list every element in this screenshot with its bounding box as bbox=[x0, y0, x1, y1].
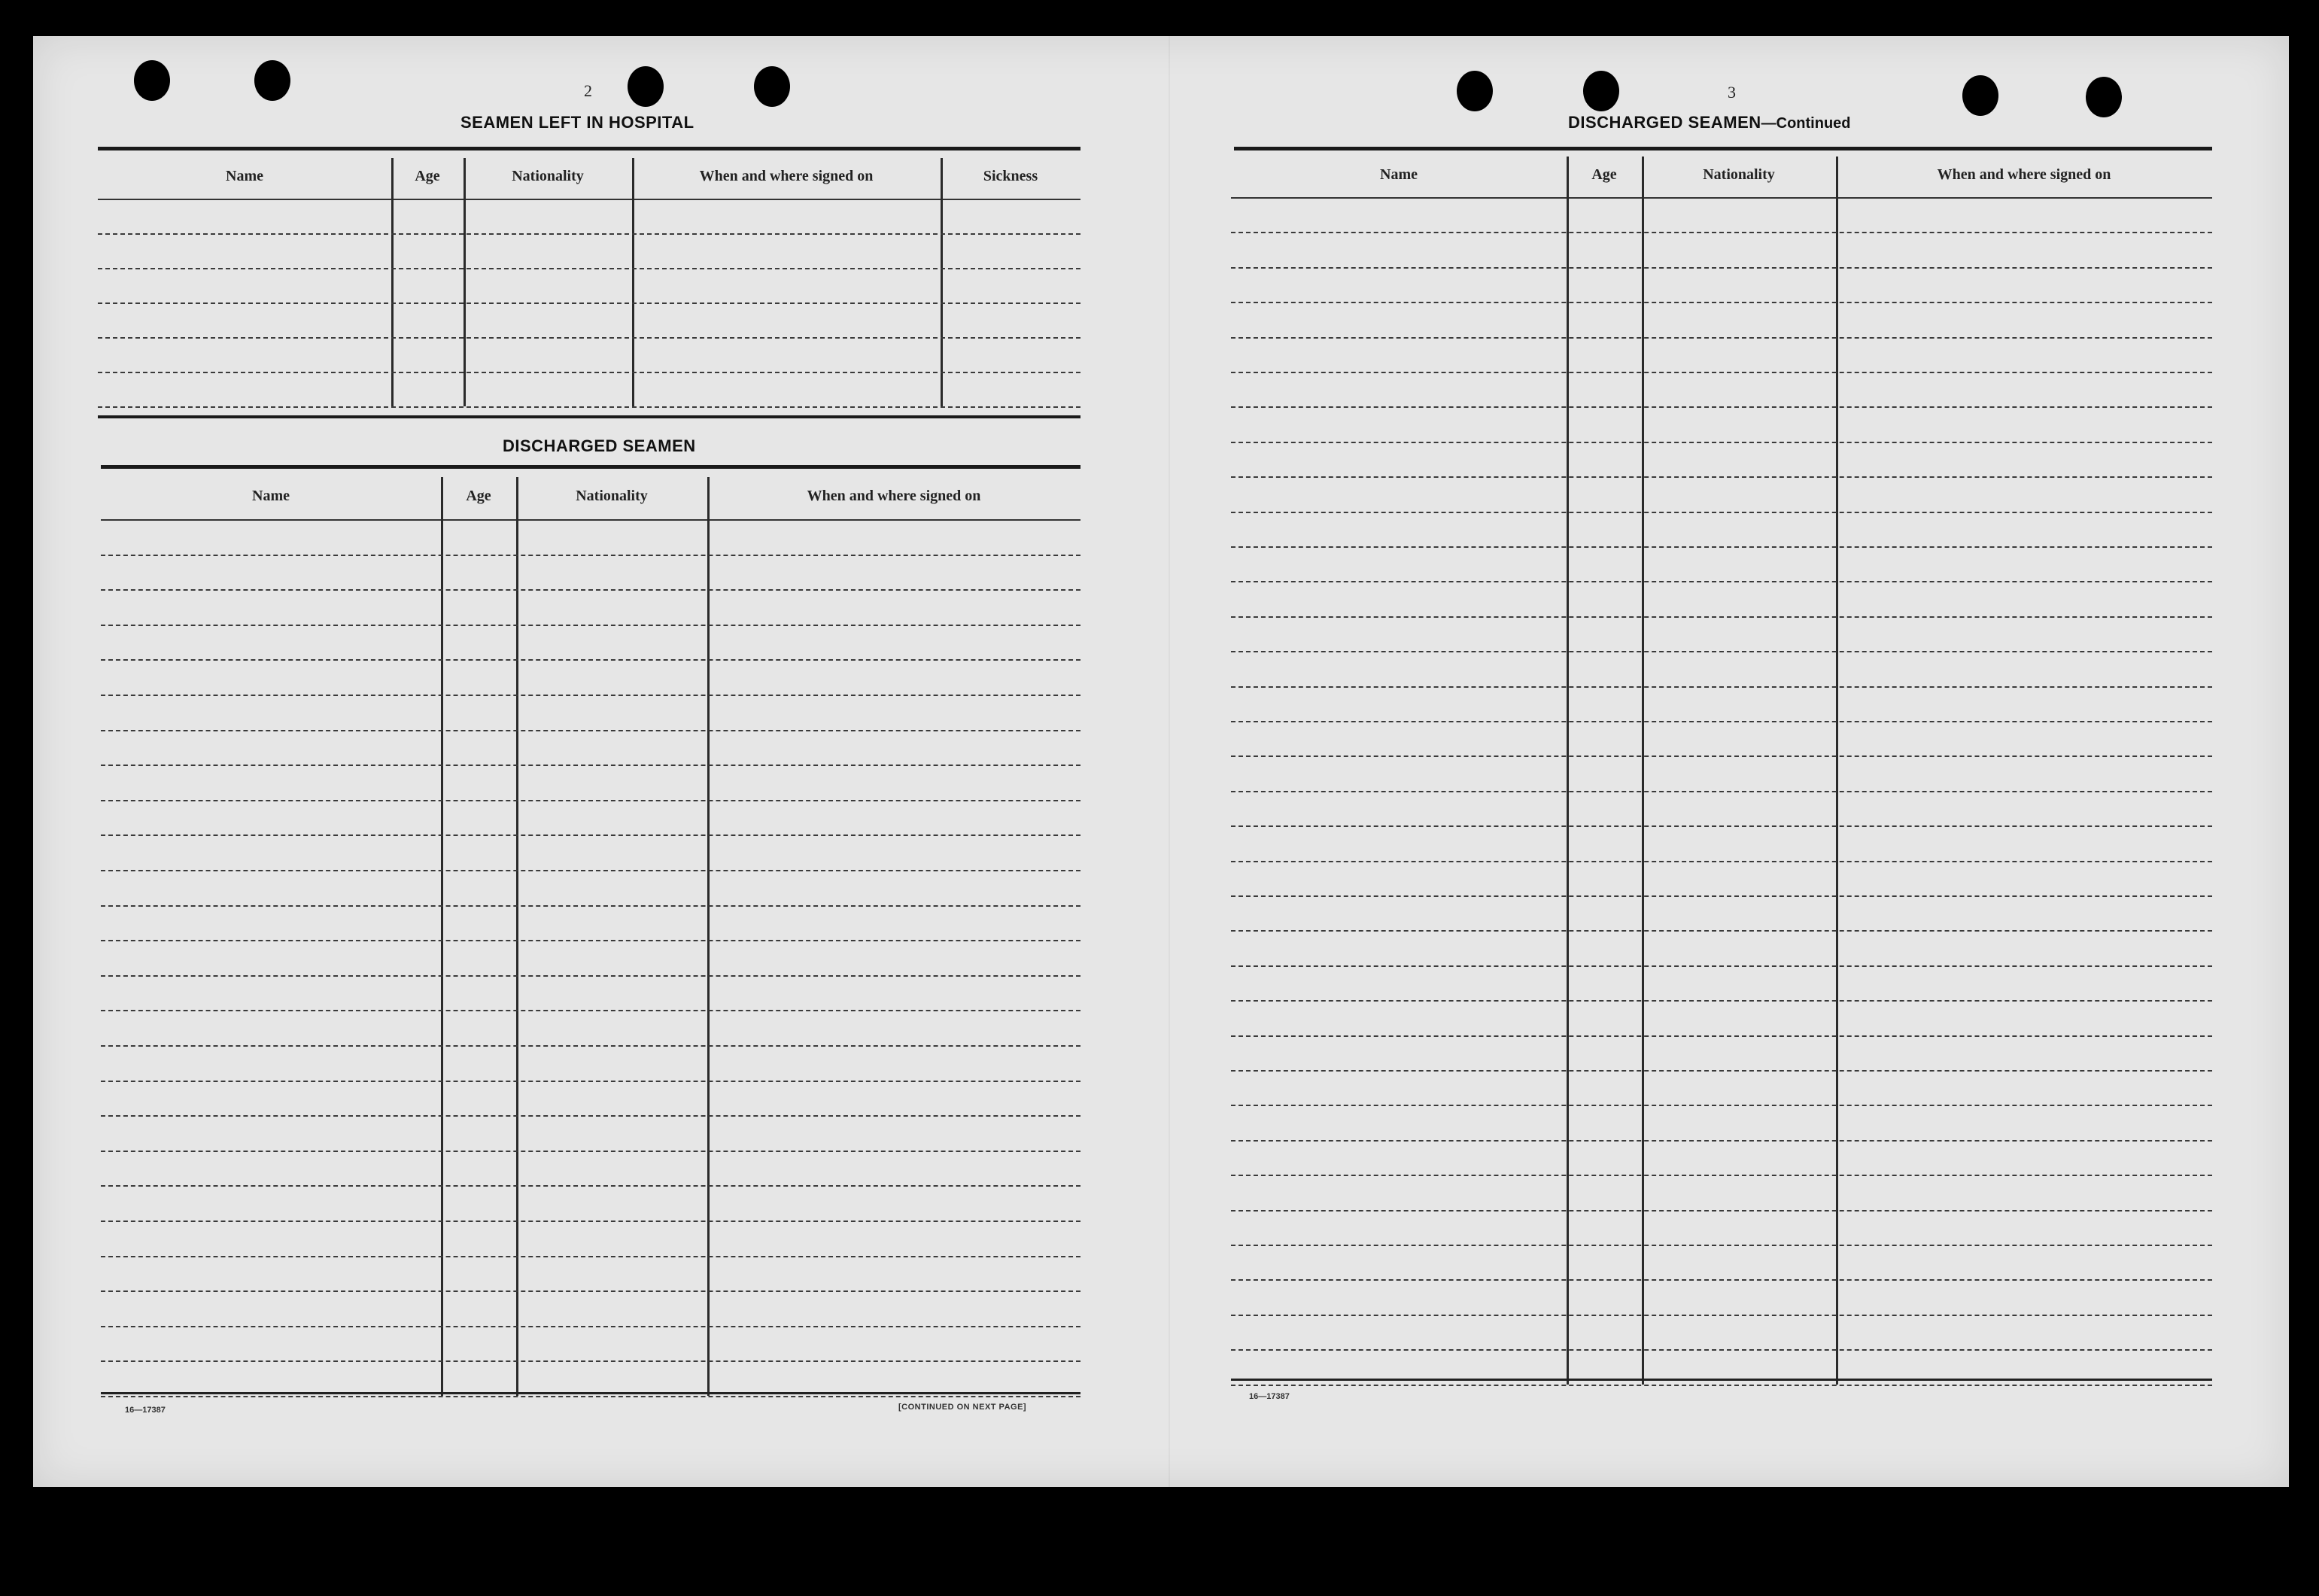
punch-hole bbox=[628, 66, 664, 107]
discharged-continued-table bbox=[1231, 157, 2212, 1380]
discharged-entry-line bbox=[101, 1290, 1080, 1292]
continued-entry-line bbox=[1231, 476, 2212, 478]
hospital-entry-line bbox=[98, 337, 1080, 339]
punch-hole bbox=[134, 60, 170, 101]
discharged-header-nationality: Nationality bbox=[576, 488, 648, 504]
continued-header-rule bbox=[1231, 197, 2212, 199]
page-number-right: 3 bbox=[1728, 83, 1736, 102]
discharged-entry-line bbox=[101, 1396, 1080, 1397]
form-number-right: 16—17387 bbox=[1249, 1392, 1290, 1401]
hospital-header-rule bbox=[98, 199, 1080, 200]
continued-column-divider bbox=[1836, 157, 1838, 1385]
continued-entry-line bbox=[1231, 337, 2212, 339]
continued-entry-line bbox=[1231, 581, 2212, 582]
continued-entry-line bbox=[1231, 1210, 2212, 1211]
punch-hole bbox=[1583, 71, 1619, 111]
discharged-continued-section-title bbox=[1568, 113, 1851, 132]
continued-entry-line bbox=[1231, 686, 2212, 688]
punch-hole bbox=[1457, 71, 1493, 111]
hospital-entry-line bbox=[98, 406, 1080, 408]
continued-column-divider bbox=[1567, 157, 1569, 1385]
discharged-header-age: Age bbox=[466, 488, 491, 504]
hospital-table bbox=[98, 158, 1080, 414]
discharged-section-title: DISCHARGED SEAMEN bbox=[503, 436, 696, 455]
continued-header-nationality: Nationality bbox=[1703, 166, 1775, 183]
hospital-column-divider bbox=[632, 158, 634, 406]
discharged-entry-line bbox=[101, 1360, 1080, 1362]
continued-entry-line bbox=[1231, 442, 2212, 443]
hospital-entry-line bbox=[98, 268, 1080, 269]
continued-entry-line bbox=[1231, 267, 2212, 269]
discharged-entry-line bbox=[101, 625, 1080, 626]
discharged-entry-line bbox=[101, 695, 1080, 696]
left-page-bottom-rule bbox=[101, 1392, 1080, 1394]
hospital-header-name: Name bbox=[226, 168, 263, 184]
continued-entry-line bbox=[1231, 651, 2212, 652]
discharged-entry-line bbox=[101, 1221, 1080, 1222]
continued-entry-line bbox=[1231, 895, 2212, 897]
hospital-entry-line bbox=[98, 233, 1080, 235]
continued-entry-line bbox=[1231, 1035, 2212, 1037]
right-page-bottom-rule bbox=[1231, 1379, 2212, 1381]
continued-entry-line bbox=[1231, 1349, 2212, 1351]
continued-entry-line bbox=[1231, 825, 2212, 827]
hospital-header-sickness: Sickness bbox=[983, 168, 1038, 184]
continued-entry-line bbox=[1231, 721, 2212, 722]
discharged-top-rule bbox=[101, 465, 1080, 469]
discharged-entry-line bbox=[101, 1151, 1080, 1152]
discharged-entry-line bbox=[101, 1045, 1080, 1047]
continued-entry-line bbox=[1231, 616, 2212, 618]
continued-header-name: Name bbox=[1380, 166, 1418, 183]
discharged-entry-line bbox=[101, 1256, 1080, 1257]
form-number-left: 16—17387 bbox=[125, 1406, 166, 1415]
continued-on-next-page-note: [CONTINUED ON NEXT PAGE] bbox=[898, 1403, 1027, 1412]
continued-entry-line bbox=[1231, 1140, 2212, 1142]
punch-hole bbox=[754, 66, 790, 107]
continued-entry-line bbox=[1231, 372, 2212, 373]
hospital-entry-line bbox=[98, 372, 1080, 373]
continued-header-when-and-where-signed-on: When and where signed on bbox=[1937, 166, 2111, 183]
discharged-entry-line bbox=[101, 940, 1080, 941]
hospital-top-rule bbox=[98, 147, 1080, 150]
punch-hole bbox=[2086, 77, 2122, 117]
discharged-continued-title-text: DISCHARGED SEAMEN bbox=[1568, 113, 1761, 132]
continued-entry-line bbox=[1231, 1279, 2212, 1281]
continued-entry-line bbox=[1231, 232, 2212, 233]
discharged-entry-line bbox=[101, 1326, 1080, 1327]
punch-hole bbox=[1962, 75, 1998, 116]
continued-entry-line bbox=[1231, 406, 2212, 408]
center-fold bbox=[1169, 36, 1170, 1487]
punch-hole bbox=[254, 60, 290, 101]
continued-suffix: —Continued bbox=[1761, 115, 1851, 132]
discharged-entry-line bbox=[101, 765, 1080, 766]
hospital-column-divider bbox=[941, 158, 943, 406]
continued-entry-line bbox=[1231, 755, 2212, 757]
discharged-table bbox=[101, 477, 1080, 1395]
page-number-left: 2 bbox=[584, 81, 592, 100]
continued-entry-line bbox=[1231, 861, 2212, 862]
discharged-entry-line bbox=[101, 975, 1080, 977]
discharged-header-when-and-where-signed-on: When and where signed on bbox=[807, 488, 981, 504]
discharged-entry-line bbox=[101, 1115, 1080, 1117]
continued-entry-line bbox=[1231, 1105, 2212, 1106]
continued-entry-line bbox=[1231, 1245, 2212, 1246]
continued-entry-line bbox=[1231, 930, 2212, 932]
continued-column-divider bbox=[1642, 157, 1644, 1385]
hospital-header-age: Age bbox=[415, 168, 440, 184]
continued-entry-line bbox=[1231, 1070, 2212, 1072]
discharged-entry-line bbox=[101, 905, 1080, 907]
discharged-column-divider bbox=[441, 477, 443, 1396]
discharged-entry-line bbox=[101, 1010, 1080, 1011]
hospital-entry-line bbox=[98, 302, 1080, 304]
continued-entry-line bbox=[1231, 791, 2212, 792]
continued-entry-line bbox=[1231, 965, 2212, 967]
discharged-entry-line bbox=[101, 1185, 1080, 1187]
hospital-section-title: SEAMEN LEFT IN HOSPITAL bbox=[460, 113, 694, 132]
discharged-entry-line bbox=[101, 834, 1080, 836]
continued-top-rule bbox=[1234, 147, 2212, 150]
discharged-column-divider bbox=[516, 477, 518, 1396]
discharged-entry-line bbox=[101, 555, 1080, 556]
discharged-header-rule bbox=[101, 519, 1080, 521]
hospital-column-divider bbox=[391, 158, 394, 406]
continued-entry-line bbox=[1231, 512, 2212, 513]
hospital-bottom-rule bbox=[98, 415, 1080, 418]
continued-entry-line bbox=[1231, 1385, 2212, 1386]
continued-entry-line bbox=[1231, 1175, 2212, 1176]
discharged-entry-line bbox=[101, 730, 1080, 731]
continued-header-age: Age bbox=[1591, 166, 1617, 183]
hospital-column-divider bbox=[463, 158, 466, 406]
discharged-entry-line bbox=[101, 659, 1080, 661]
discharged-entry-line bbox=[101, 589, 1080, 591]
discharged-header-name: Name bbox=[252, 488, 290, 504]
discharged-column-divider bbox=[707, 477, 710, 1396]
continued-entry-line bbox=[1231, 546, 2212, 548]
discharged-entry-line bbox=[101, 1081, 1080, 1082]
continued-entry-line bbox=[1231, 302, 2212, 303]
discharged-entry-line bbox=[101, 870, 1080, 871]
continued-entry-line bbox=[1231, 1315, 2212, 1316]
hospital-header-when-and-where-signed-on: When and where signed on bbox=[699, 168, 874, 184]
discharged-entry-line bbox=[101, 800, 1080, 801]
continued-entry-line bbox=[1231, 1000, 2212, 1002]
hospital-header-nationality: Nationality bbox=[512, 168, 584, 184]
